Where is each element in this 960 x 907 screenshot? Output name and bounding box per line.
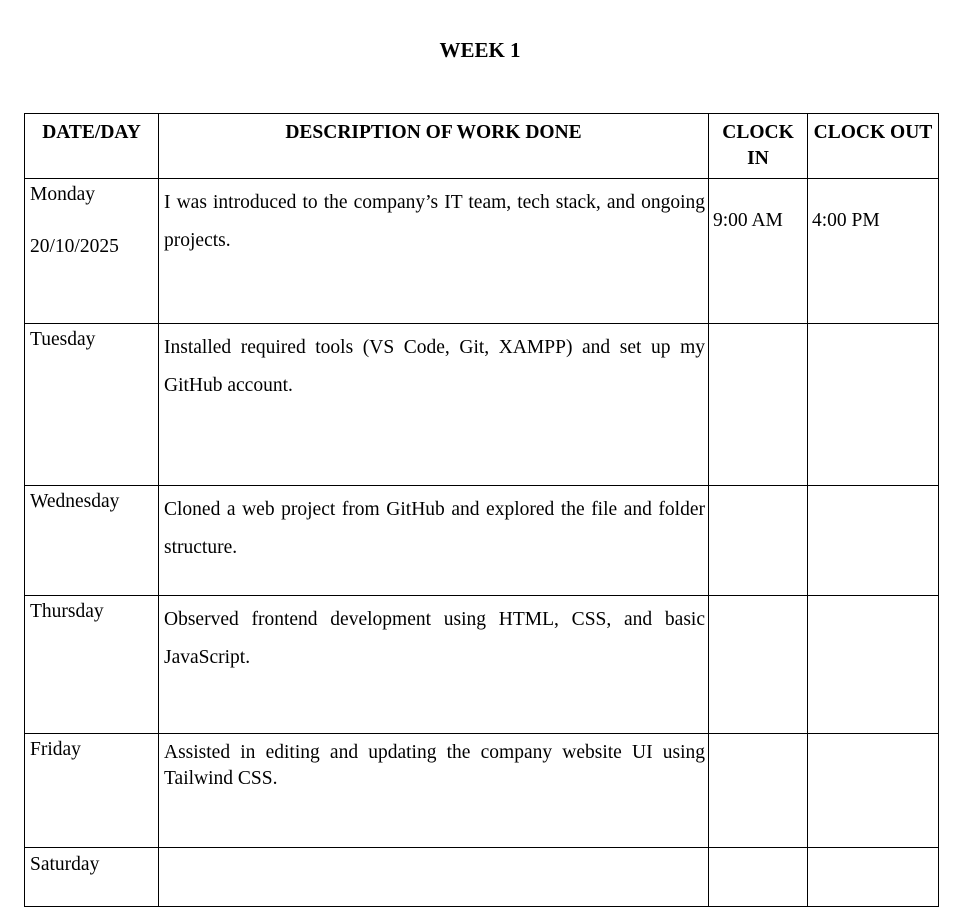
clock-in-cell (709, 848, 808, 907)
table-row (25, 324, 939, 486)
clock-out-cell (808, 848, 939, 907)
table-row (25, 596, 939, 734)
clock-out-cell (808, 486, 939, 596)
clock-out-cell (808, 324, 939, 486)
description-cell: Cloned a web project from GitHub and explored the file and folder structure. (159, 486, 709, 596)
clock-out-cell (808, 596, 939, 734)
clock-in-cell: 9:00 AM (709, 179, 808, 324)
header-clock-in: CLOCK IN (709, 114, 808, 179)
day-cell (25, 848, 159, 907)
table-row (25, 486, 939, 596)
table-row (25, 848, 939, 907)
day-cell (25, 179, 159, 324)
day-cell (25, 486, 159, 596)
day-name: Tuesday (30, 329, 96, 350)
description-cell: Assisted in editing and updating the company website UI using Tailwind CSS. (159, 734, 709, 848)
description-cell: I was introduced to the company’s IT team, tech stack, and ongoing projects. (159, 179, 709, 324)
clock-in-cell (709, 486, 808, 596)
day-name: Wednesday (30, 491, 120, 512)
header-date-day: DATE/DAY (25, 114, 159, 179)
day-date: 20/10/2025 (30, 236, 119, 257)
work-log-table (24, 113, 939, 907)
day-cell (25, 324, 159, 486)
day-name: Friday (30, 739, 81, 760)
day-name: Monday (30, 184, 95, 205)
table-header-row (25, 114, 939, 179)
day-name: Thursday (30, 601, 104, 622)
clock-in-cell (709, 324, 808, 486)
header-description: DESCRIPTION OF WORK DONE (159, 114, 709, 179)
description-cell: Observed frontend development using HTML, CSS, and basic JavaScript. (159, 596, 709, 734)
day-cell (25, 596, 159, 734)
table-row (25, 179, 939, 324)
description-cell (159, 848, 709, 907)
day-name: Saturday (30, 854, 100, 875)
header-clock-out: CLOCK OUT (808, 114, 939, 179)
page-title: WEEK 1 (439, 38, 521, 62)
clock-out-cell: 4:00 PM (808, 179, 939, 324)
clock-in-cell (709, 596, 808, 734)
description-cell: Installed required tools (VS Code, Git, XAMPP) and set up my GitHub account. (159, 324, 709, 486)
